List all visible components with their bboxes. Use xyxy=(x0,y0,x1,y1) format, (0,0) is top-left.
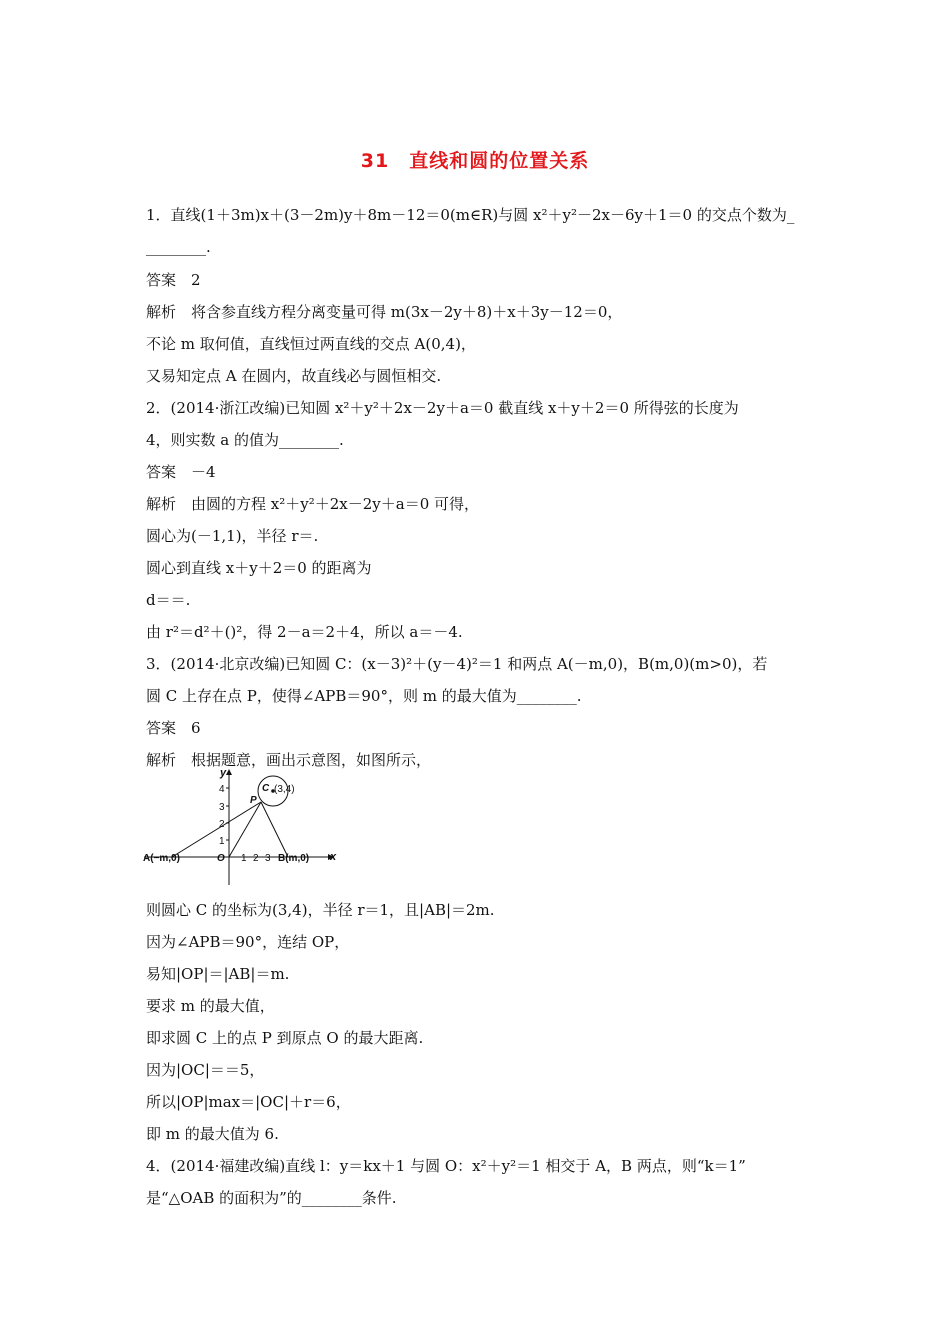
text-line: 圆心为(－1,1)，半径 r＝. xyxy=(146,527,319,545)
y-tick-label: 2 xyxy=(219,819,225,830)
text-line: 由 r²＝d²＋()²，得 2－a＝2＋4，所以 a＝－4. xyxy=(146,623,463,641)
circle-c-label: C xyxy=(262,783,270,794)
x-tick-label: 1 xyxy=(241,853,247,864)
point-a-label: A(−m,0) xyxy=(143,853,180,864)
text-line: 3．(2014·北京改编)已知圆 C：(x－3)²＋(y－4)²＝1 和两点 A(－m,0)，B(m,0)(m>0)，若 xyxy=(146,655,768,673)
point-p-label: P xyxy=(250,795,257,806)
text-line: 则圆心 C 的坐标为(3,4)，半径 r＝1，且|AB|＝2m. xyxy=(146,901,495,919)
text-line: 答案 －4 xyxy=(146,463,216,481)
y-tick-label: 1 xyxy=(219,836,225,847)
x-axis-label: x xyxy=(330,851,337,863)
segment-ap xyxy=(172,802,261,857)
text-line: 圆 C 上存在点 P，使得∠APB＝90°，则 m 的最大值为________. xyxy=(146,687,582,705)
x-tick-label: 2 xyxy=(253,853,259,864)
text-line: 是“△OAB 的面积为”的________条件. xyxy=(146,1189,397,1207)
text-line: 所以|OP|max＝|OC|＋r＝6， xyxy=(146,1093,351,1111)
text-line: 答案 6 xyxy=(146,719,201,737)
text-line: 即求圆 C 上的点 P 到原点 O 的最大距离. xyxy=(146,1029,424,1047)
text-line: ________. xyxy=(146,238,211,256)
text-line: d＝＝. xyxy=(146,591,191,609)
page-title: 31 直线和圆的位置关系 xyxy=(360,150,590,172)
geometry-figure xyxy=(142,765,338,887)
text-line: 圆心到直线 x＋y＋2＝0 的距离为 xyxy=(146,559,372,577)
circle-coord-label: (3,4) xyxy=(274,784,295,795)
segment-op xyxy=(229,802,261,857)
text-line: 易知|OP|＝|AB|＝m. xyxy=(146,965,290,983)
text-line: 答案 2 xyxy=(146,271,201,289)
text-line: 又易知定点 A 在圆内，故直线必与圆恒相交. xyxy=(146,367,442,385)
text-line: 4．(2014·福建改编)直线 l：y＝kx＋1 与圆 O：x²＋y²＝1 相交于 A，B 两点，则“k＝1” xyxy=(146,1157,746,1175)
y-axis-arrow xyxy=(226,769,232,775)
text-line: 解析 由圆的方程 x²＋y²＋2x－2y＋a＝0 可得， xyxy=(146,495,480,513)
y-tick-label: 4 xyxy=(219,784,225,795)
y-tick-label: 3 xyxy=(219,802,225,813)
text-line: 解析 将含参直线方程分离变量可得 m(3x－2y＋8)＋x＋3y－12＝0， xyxy=(146,303,623,321)
text-line: 解析 根据题意，画出示意图，如图所示， xyxy=(146,751,432,769)
text-line: 4，则实数 a 的值为________. xyxy=(146,431,344,449)
text-line: 即 m 的最大值为 6. xyxy=(146,1125,279,1143)
x-tick-label: 3 xyxy=(265,853,271,864)
text-line: 不论 m 取何值，直线恒过两直线的交点 A(0,4)， xyxy=(146,335,476,353)
point-b-label: B(m,0) xyxy=(278,853,310,864)
origin-label: O xyxy=(217,853,225,864)
y-axis-label: y xyxy=(220,767,227,779)
text-line: 因为∠APB＝90°，连结 OP， xyxy=(146,933,350,951)
text-line: 因为|OC|＝＝5， xyxy=(146,1061,265,1079)
segment-pb xyxy=(261,802,288,857)
text-line: 要求 m 的最大值， xyxy=(146,997,275,1015)
text-line: 1．直线(1＋3m)x＋(3－2m)y＋8m－12＝0(m∈R)与圆 x²＋y²－2x－6y＋1＝0 的交点个数为_ xyxy=(146,206,795,224)
text-line: 2．(2014·浙江改编)已知圆 x²＋y²＋2x－2y＋a＝0 截直线 x＋y＋2＝0 所得弦的长度为 xyxy=(146,399,739,417)
